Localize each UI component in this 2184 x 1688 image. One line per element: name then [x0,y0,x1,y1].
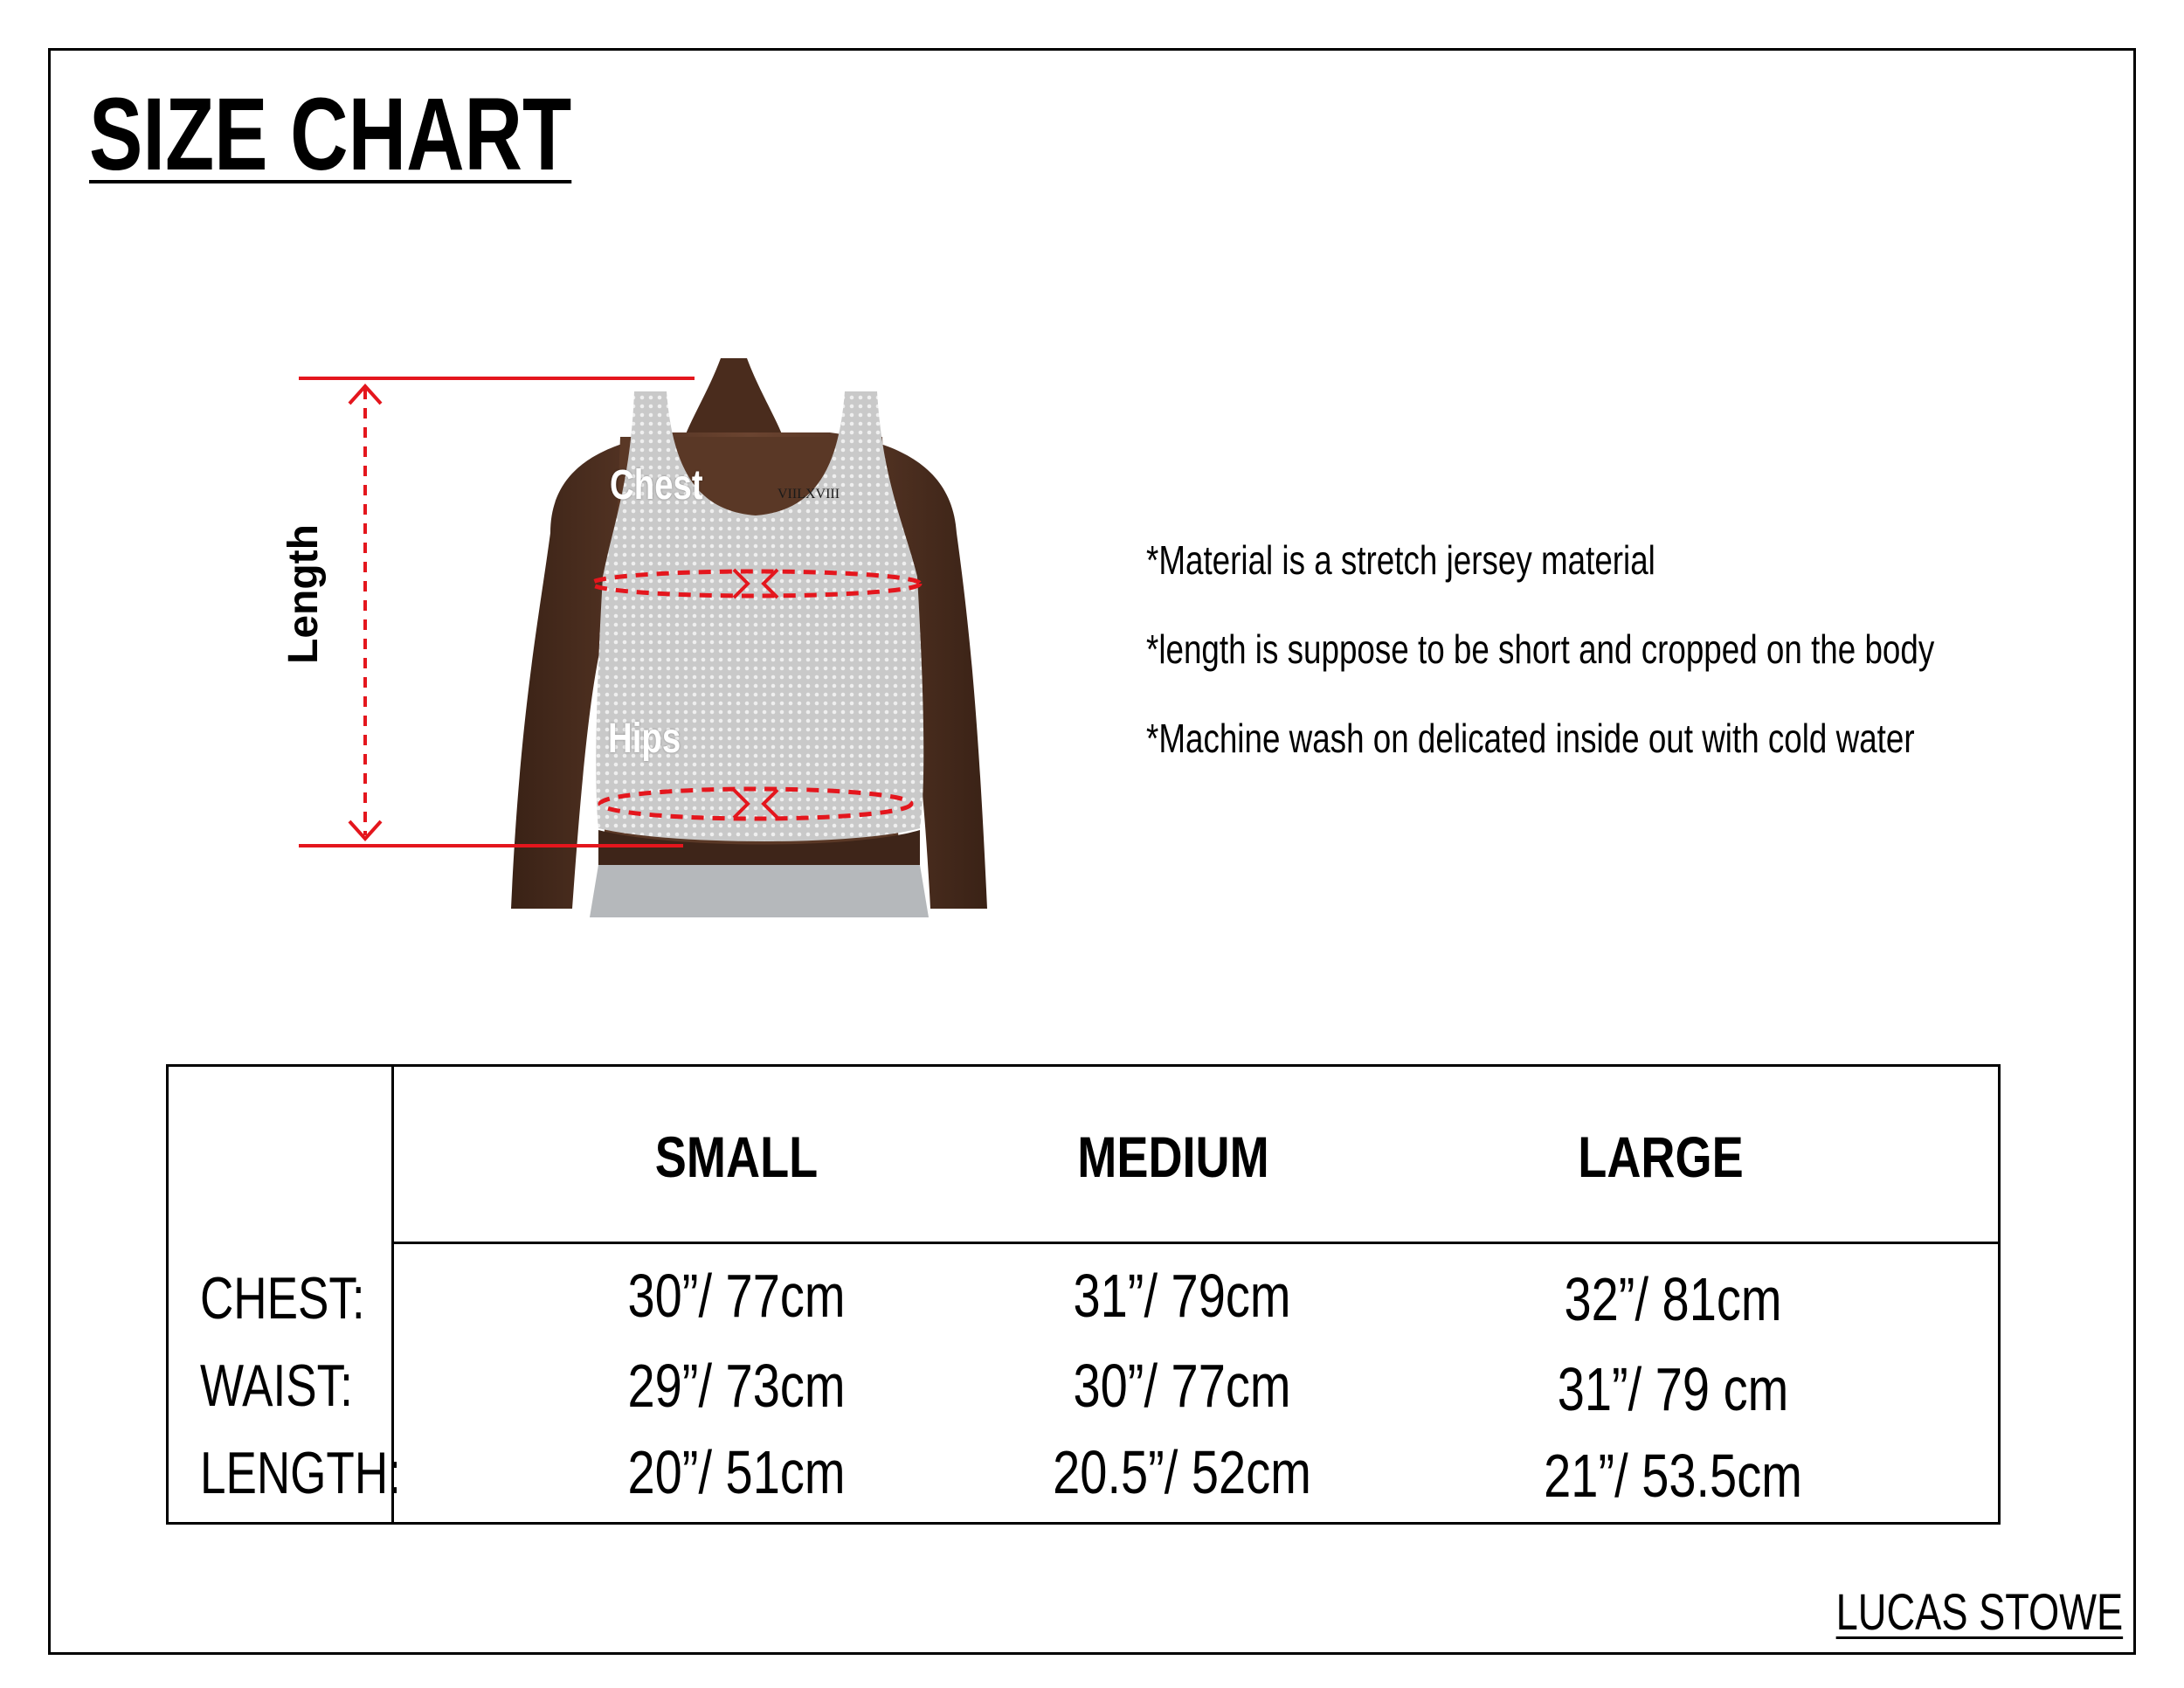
cell-chest-large: 32”/ 81cm [1564,1265,1782,1333]
note-length: *length is suppose to be short and cropped on the body [1146,626,1935,672]
cell-waist-small: 29”/ 73cm [627,1352,846,1420]
garment-illustration [288,349,1075,917]
garment-figure [288,349,1075,917]
chest-label: Chest [610,462,703,508]
cell-waist-medium: 30”/ 77cm [1073,1352,1291,1420]
tattoo-text: VIILXVIII [778,487,840,502]
cell-length-large: 21”/ 53.5cm [1544,1442,1802,1510]
row-label-length: LENGTH: [200,1440,401,1506]
page-title: SIZE CHART [89,77,572,192]
row-label-waist: WAIST: [200,1352,353,1419]
care-notes [1146,515,2132,783]
length-label: Length [280,524,327,664]
length-arrow-down [349,821,381,839]
note-material: *Material is a stretch jersey material [1146,537,1655,583]
brand-name: LUCAS STOWE [1835,1584,2123,1641]
table-divider-horizontal [391,1242,1998,1244]
cell-chest-medium: 31”/ 79cm [1073,1262,1291,1330]
column-header-large: LARGE [1578,1124,1744,1189]
cell-length-medium: 20.5”/ 52cm [1053,1438,1311,1506]
cell-chest-small: 30”/ 77cm [627,1262,846,1330]
row-label-chest: CHEST: [200,1265,365,1332]
jeans-shape [590,865,929,917]
size-table [166,1064,2001,1525]
note-washing: *Machine wash on delicated inside out with cold water [1146,716,1915,761]
cell-waist-large: 31”/ 79 cm [1557,1355,1789,1423]
cell-length-small: 20”/ 51cm [627,1438,846,1506]
column-header-small: SMALL [654,1124,819,1189]
column-header-medium: MEDIUM [1077,1124,1269,1189]
hips-label: Hips [608,716,681,762]
